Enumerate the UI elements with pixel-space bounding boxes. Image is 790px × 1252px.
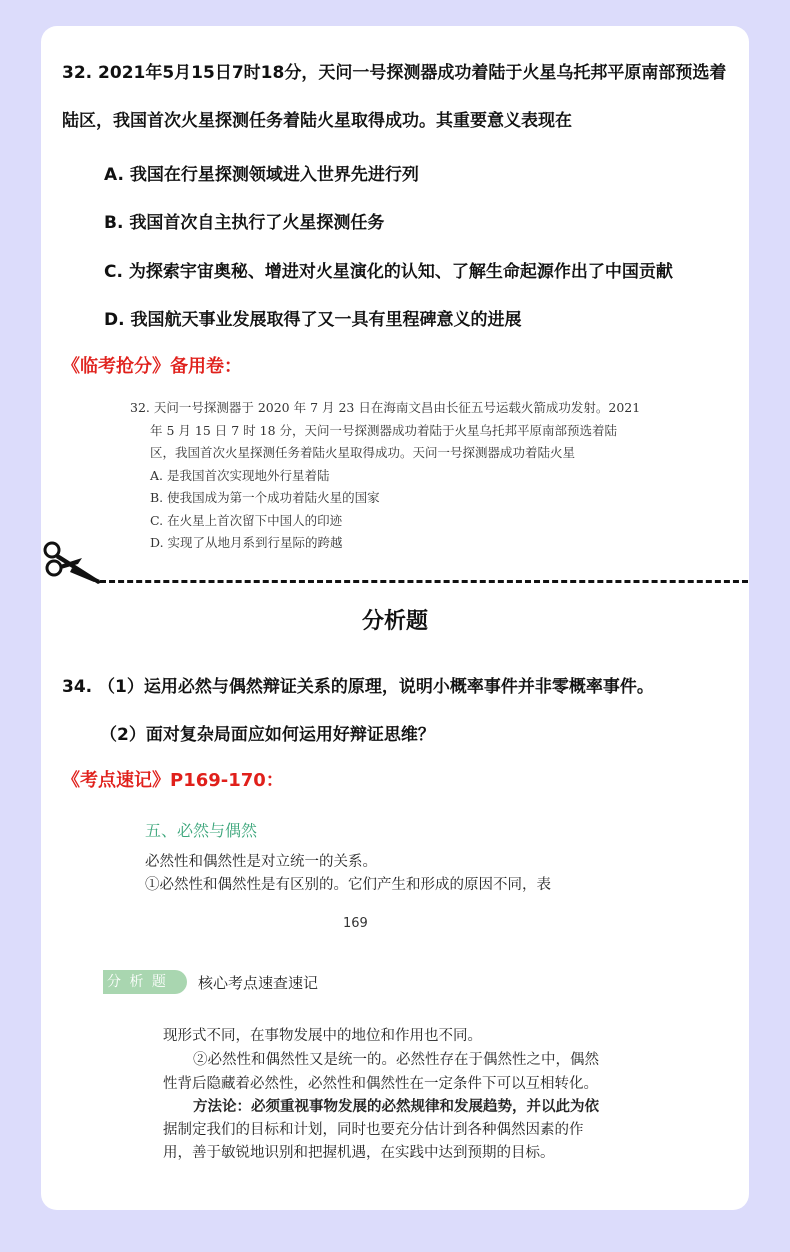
book-tag: 分 析 题 xyxy=(103,970,187,994)
book-text-3: 性背后隐藏着必然性，必然性和偶然性在一定条件下可以互相转化。 xyxy=(163,1076,598,1092)
q32-option-c: C. 为探索宇宙奥秘、增进对火星演化的认知、了解生命起源作出了中国贡献 xyxy=(104,262,673,282)
section-title: 分析题 xyxy=(361,609,428,634)
book-line-1: 必然性和偶然性是对立统一的关系。 xyxy=(145,854,377,870)
book-line-2: ①必然性和偶然性是有区别的。它们产生和形成的原因不同，表 xyxy=(145,877,551,893)
backup-option-a: A. 是我国首次实现地外行星着陆 xyxy=(150,468,330,483)
book-text-2: ②必然性和偶然性又是统一的。必然性存在于偶然性之中，偶然 xyxy=(193,1052,599,1068)
book-tag-caption: 核心考点速查速记 xyxy=(198,974,319,992)
backup-line-3: 区，我国首次火星探测任务着陆火星取得成功。天问一号探测器成功着陆火星 xyxy=(150,445,576,460)
backup-heading: 《临考抢分》备用卷： xyxy=(62,356,242,377)
backup-line-2: 年 5 月 15 日 7 时 18 分，天问一号探测器成功着陆于火星乌托邦平原南部预选着陆 xyxy=(150,423,618,438)
q34-part2: （2）面对复杂局面应如何运用好辩证思维？ xyxy=(100,725,435,745)
book-text-6: 用，善于敏锐地识别和把握机遇，在实践中达到预期的目标。 xyxy=(163,1145,555,1161)
backup-option-b: B. 使我国成为第一个成功着陆火星的国家 xyxy=(150,490,380,505)
ref-heading: 《考点速记》P169-170： xyxy=(62,770,284,791)
backup-option-d: D. 实现了从地月系到行星际的跨越 xyxy=(150,535,343,550)
book-text-5: 据制定我们的目标和计划，同时也要充分估计到各种偶然因素的作 xyxy=(163,1122,584,1138)
q32-option-b: B. 我国首次自主执行了火星探测任务 xyxy=(104,213,385,233)
book-text-4: 方法论：必须重视事物发展的必然规律和发展趋势，并以此为依 xyxy=(193,1098,599,1115)
q32-option-a: A. 我国在行星探测领域进入世界先进行列 xyxy=(104,165,419,185)
page-number: 169 xyxy=(343,916,368,931)
backup-option-c: C. 在火星上首次留下中国人的印迹 xyxy=(150,513,343,528)
q32-option-d: D. 我国航天事业发展取得了又一具有里程碑意义的进展 xyxy=(104,310,522,330)
q32-stem-line1: 32. 2021年5月15日7时18分，天问一号探测器成功着陆于火星乌托邦平原南部预选着 xyxy=(62,63,727,83)
book-section-heading: 五、必然与偶然 xyxy=(145,821,258,840)
cut-line xyxy=(100,580,748,583)
q34-part1: 34. （1）运用必然与偶然辩证关系的原理，说明小概率事件并非零概率事件。 xyxy=(62,677,654,697)
scissors-icon xyxy=(42,538,106,588)
book-text-1: 现形式不同，在事物发展中的地位和作用也不同。 xyxy=(163,1028,482,1044)
q32-stem-line2: 陆区，我国首次火星探测任务着陆火星取得成功。其重要意义表现在 xyxy=(62,111,572,131)
backup-line-1: 32. 天问一号探测器于 2020 年 7 月 23 日在海南文昌由长征五号运载火箭成功发射。2021 xyxy=(130,400,641,415)
